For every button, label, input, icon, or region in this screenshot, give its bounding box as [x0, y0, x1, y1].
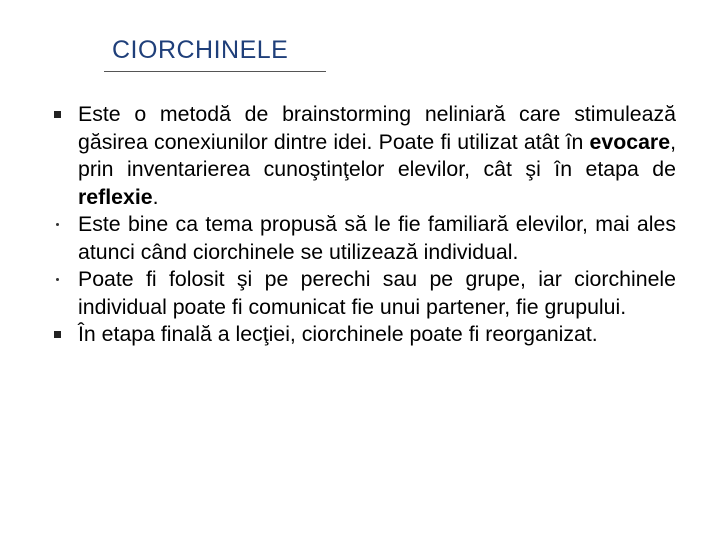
bullet-3-text: Poate fi folosit şi pe perechi sau pe grupe, iar ciorchinele individual poate fi comunicat fie unui partener, fie grupului.	[78, 267, 676, 319]
bullet-item-1	[50, 101, 676, 211]
bullet-1-bold-evocare: evocare	[589, 129, 671, 154]
dot-bullet-icon	[53, 266, 62, 294]
bullet-1-text: Este o metodă de brainstorming neliniară care stimulează găsirea conexiunilor dintre idei. Poate fi utilizat atât în	[78, 102, 676, 154]
bullet-2-text: Este bine ca tema propusă să le fie familiară elevilor, mai ales atunci când ciorchinele se utilizează individual.	[78, 212, 676, 264]
square-bullet-icon	[53, 101, 62, 129]
bullet-1-bold-reflexie: reflexie	[78, 184, 153, 209]
bullet-1-text-2: , prin inventarierea cunoştinţelor elevilor, cât şi în etapa de	[78, 129, 676, 181]
bullet-item-4	[50, 321, 676, 349]
slide-title: CIORCHINELE	[112, 36, 289, 64]
dot-bullet-icon	[53, 211, 62, 239]
bullet-item-2	[50, 211, 676, 266]
bullet-1-text-3: .	[152, 184, 159, 209]
square-bullet-icon	[53, 321, 62, 349]
title-underline	[104, 71, 326, 72]
bullet-4-text: În etapa finală a lecţiei, ciorchinele poate fi reorganizat.	[78, 322, 598, 346]
bullet-item-3	[50, 266, 676, 321]
bullet-list	[50, 101, 676, 349]
